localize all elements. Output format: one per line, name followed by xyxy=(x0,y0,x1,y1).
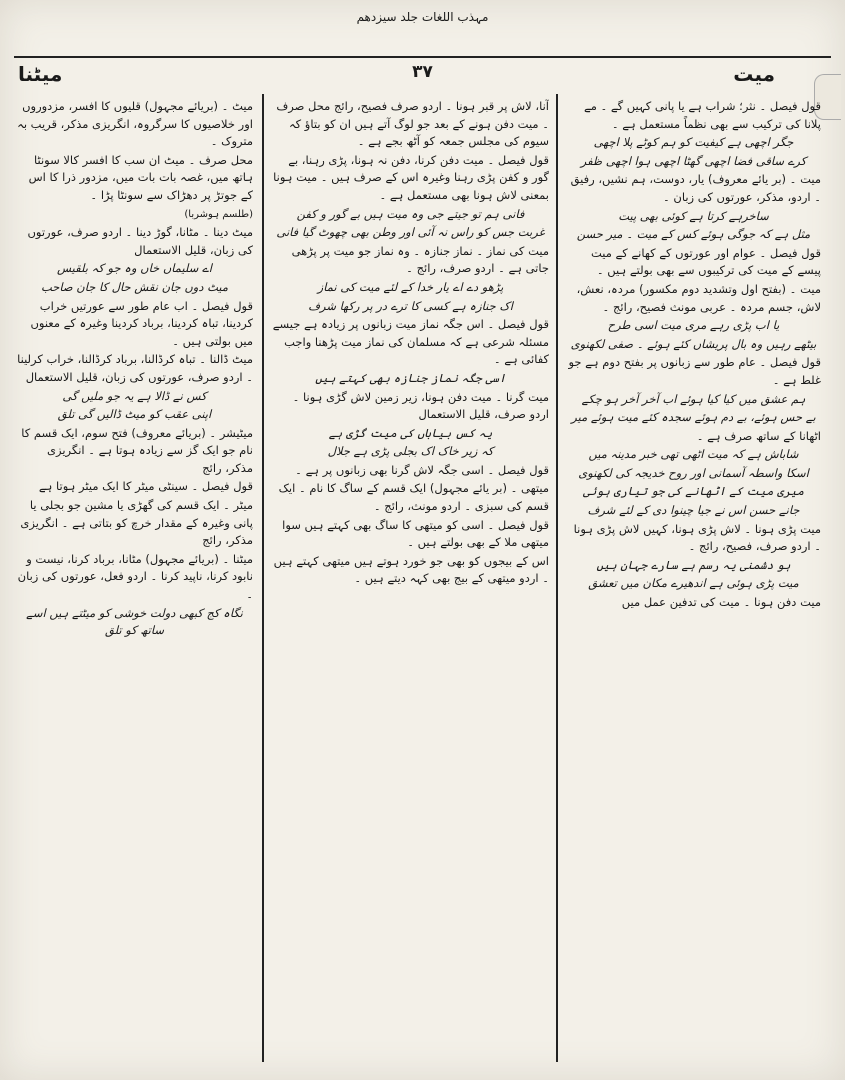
verse-line: پڑھو دے اے یار خدا کے لئے میت کی نماز xyxy=(317,279,504,294)
column-right xyxy=(566,98,821,1062)
verse-line: کس نے ڈالا ہے یہ جو ملیں گی xyxy=(62,388,207,403)
verse-line: کرے ساقی فضا اچھی گھٹا اچھی ہوا اچھی ظفر xyxy=(580,153,807,168)
entry-text: قول فیصل ۔ نثر؛ شراب ہے یا پانی کہیں گے ۔ مے پلانا کی ترکیب سے بھی نظماً مستعمل ہے ۔ xyxy=(583,99,821,131)
entry-text: قول فیصل ۔ میت دفن کرنا، دفن نہ ہونا، پڑی رہنا، بے گور و کفن پڑی رہنا وغیرہ اس کے صرف ہیں ۔ میت ہونا بمعنی لاش ہونا بھی مستعمل ہے ۔ xyxy=(273,152,549,202)
entry-text: میٹ ۔ (بریائے مجہول) قلیوں کا افسر، مزدوروں اور خلاصیوں کا سرگروہ، انگریزی مذکر، قریب بہ متروک ۔ xyxy=(17,99,253,149)
verse-line: نگاہ کج کبھی دولت خوشی کو میٹتے ہیں اسے ساتھ کو تلق xyxy=(26,605,243,638)
verse-line: فانی ہم تو جیتے جی وہ میت ہیں بے گور و کفن xyxy=(296,206,525,221)
column-divider-right xyxy=(556,94,558,1062)
entry-text: آنا، لاش پر قبر ہونا ۔ اردو صرف فصیح، رائج محل صرف ۔ میت دفن ہونے کے بعد جو لوگ آتے ہیں ان کو بتاؤ کہ سیوم کی مجلس جمعہ کو آٹھ بجے ہے ۔ xyxy=(276,99,549,149)
entry-text: اٹھانا کے ساتھ صرف ہے ۔ xyxy=(696,428,821,443)
entry-text: میت دفن ہونا ۔ میت کی تدفین عمل میں xyxy=(621,595,821,610)
entry-text: میت گرنا ۔ میت دفن ہونا، زیر زمین لاش گڑی ہونا ۔ اردو صرف، قلیل الاستعمال xyxy=(292,389,549,422)
entry-text: قول فیصل ۔ اب عام طور سے عورتیں خراب کردینا، تباہ کردینا، برباد کردینا وغیرہ کے معنوں میں بولتی ہیں ۔ xyxy=(30,298,253,348)
verse-line: بیٹھے رہیں وہ بال پریشاں کئے ہوئے ۔ صفی لکھنوی xyxy=(570,336,817,351)
verse-line: بے حس ہوئے، بے دم ہوئے سجدہ کئے میت ہوئے میر xyxy=(571,410,816,425)
verse-line: میٹ دوں جان نقش حال کا جان صاحب xyxy=(40,279,229,294)
entry-text: میٹ دینا ۔ مٹانا، گوڑ دینا ۔ اردو صرف، عورتوں کی زبان، قلیل الاستعمال xyxy=(27,225,253,257)
page-number: ۳۷ xyxy=(412,62,433,82)
entry-text: میٹ ڈالنا ۔ تباہ کرڈالنا، برباد کرڈالنا، خراب کرلینا ۔ اردو صرف، عورتوں کی زبان، قلیل الاستعمال xyxy=(17,352,253,384)
entry-text: میت کی نماز ۔ نماز جنازہ ۔ وہ نماز جو میت پر پڑھی جاتی ہے ۔ اردو صرف، رائج ۔ xyxy=(291,243,549,276)
verse-line: یہ کس بیاباں کی میت گڑی ہے xyxy=(328,425,493,440)
verse-line: غربت جس کو راس نہ آئی اور وطن بھی چھوٹ گیا فانی xyxy=(276,225,545,240)
entry-text: میت ۔ (بفتح اول وتشدید دوم مکسور) مردہ، نعش، لاش، جسم مردہ ۔ عربی مونث فصیح، رائج ۔ xyxy=(576,281,821,314)
column-middle xyxy=(272,98,549,1062)
entry-text: قول فیصل ۔ اسی کو میتھی کا ساگ بھی کہتے ہیں سوا میتھی ملا کے بھی بولتے ہیں ۔ xyxy=(282,517,549,550)
entry-text: قول فیصل ۔ عام طور سے زبانوں پر بفتح دوم ہے جو غلط ہے ۔ xyxy=(568,355,821,387)
verse-line: کہ زیر خاک اک بجلی پڑی ہے جلال xyxy=(327,444,494,459)
entry-text: میٹنا ۔ (بریائے مجہول) مٹانا، برباد کرنا، نیست و نابود کرنا، ناپید کرنا ۔ اردو فعل، عورتوں کی زبان ۔ xyxy=(17,551,253,602)
entry-text: میٹر ۔ ایک قسم کی گھڑی یا مشین جو بجلی یا پانی وغیرہ کے مقدار خرچ کو بتاتی ہے ۔ انگریزی مذکر، رائج xyxy=(20,498,253,548)
running-head-left: میٹنا xyxy=(18,62,63,86)
entry-text: میت ۔ (بر یائے معروف) یار، دوست، ہم نشیں، رفیق ۔ اردو، مذکر، عورتوں کی زبان ۔ xyxy=(570,172,821,204)
verse-line: یا اب پڑی رہے مری میت اسی طرح xyxy=(607,318,780,333)
verse-line: میری میت کے اٹھانے کی جو تیاری ہوئی xyxy=(583,484,804,499)
verse-line: جانے حسن اس نے جیا چینوا دی کے لئے شرف xyxy=(587,503,800,518)
entry-text: اس کے بیجوں کو بھی جو خورد ہوتے ہیں میتھی کہتے ہیں ۔ اردو میتھی کے بیج بھی کہہ دیتے ہیں ۔ xyxy=(273,553,549,586)
verse-line: میت پڑی ہوئی ہے اندھیرے مکان میں تعشق xyxy=(588,576,799,591)
verse-line: مثل ہے کہ جوگی ہوئے کس کے میت ۔ میر حسن xyxy=(576,227,811,242)
verse-line: شاباش ہے کہ میت اٹھی تھی خبر مدینہ میں xyxy=(588,447,799,462)
entry-text: قول فیصل ۔ سینٹی میٹر کا ایک میٹر ہوتا ہے xyxy=(38,479,253,494)
source-citation: (طلسم ہوشربا) xyxy=(184,208,253,220)
entry-text: قول فیصل ۔ اس جگہ نماز میت زبانوں پر زیادہ ہے جیسے مسئلہ شرعی ہے کہ مسلمان کی نماز میت پڑھنا واجب کفائی ہے ۔ xyxy=(272,317,549,367)
verse-line: اسکا واسطہ آسمانی اور روح خدیجہ کی لکھنوی xyxy=(578,465,809,480)
verse-line: ساخرہے کرتا ہے کوئی بھی پیت xyxy=(618,208,769,223)
entry-text: میت پڑی ہونا ۔ لاش پڑی ہونا، کہیں لاش پڑی ہونا ۔ اردو صرف، فصیح، رائج ۔ xyxy=(573,521,821,554)
verse-line: جگر اچھی ہے کیفیت کو ہم کوٹے پلا اچھی xyxy=(593,135,794,150)
verse-line: ہم عشق میں کیا کیا ہوئے اب آخر آخر ہو چکے xyxy=(581,391,806,406)
verse-line: اسی جگہ نماز جنازہ بھی کہتے ہیں xyxy=(315,370,506,385)
entry-text: میتھی ۔ (بر یائے مجہول) ایک قسم کے ساگ کا نام ۔ ایک قسم کی سبزی ۔ اردو مونث، رائج ۔ xyxy=(278,481,549,514)
verse-line: اے سلیماں خاں وہ جو کہ بلقیس xyxy=(57,261,212,276)
verse-line: اک جنازہ ہے کسی کا ترے در پر رکھا شرف xyxy=(308,298,513,313)
running-header xyxy=(14,56,831,88)
verse-line: اپنی عقب کو میٹ ڈالیں گی تلق xyxy=(57,407,212,422)
column-divider-left xyxy=(262,94,264,1062)
entry-text: قول فیصل ۔ عوام اور عورتوں کے کھانے کے میت پیسے کے میت کی ترکیبوں سے بھی بولتے ہیں ۔ xyxy=(590,245,821,278)
book-title: مہذب اللغات جلد سیزدھم xyxy=(356,10,489,24)
running-head-right: میت xyxy=(733,62,775,86)
column-left xyxy=(16,98,253,1062)
verse-line: ہو دشمنی یہ رسم ہے سارے جہان ہیں xyxy=(596,557,791,572)
entry-text: محل صرف ۔ میٹ ان سب کا افسر کالا سونٹا ہاتھ میں، غصہ بات بات میں، مزدور ذرا کا اس کے جوتڑ پر دھڑاک سے سونٹا پڑا ۔ xyxy=(28,152,253,202)
entry-text: قول فیصل ۔ اسی جگہ لاش گرنا بھی زبانوں پر ہے ۔ xyxy=(295,462,549,477)
entry-text: میٹیشر ۔ (بریائے معروف) فتح سوم، ایک قسم کا نام جو ایک گز سے زیادہ ہوتا ہے ۔ انگریزی مذکر، رائج xyxy=(21,425,253,475)
